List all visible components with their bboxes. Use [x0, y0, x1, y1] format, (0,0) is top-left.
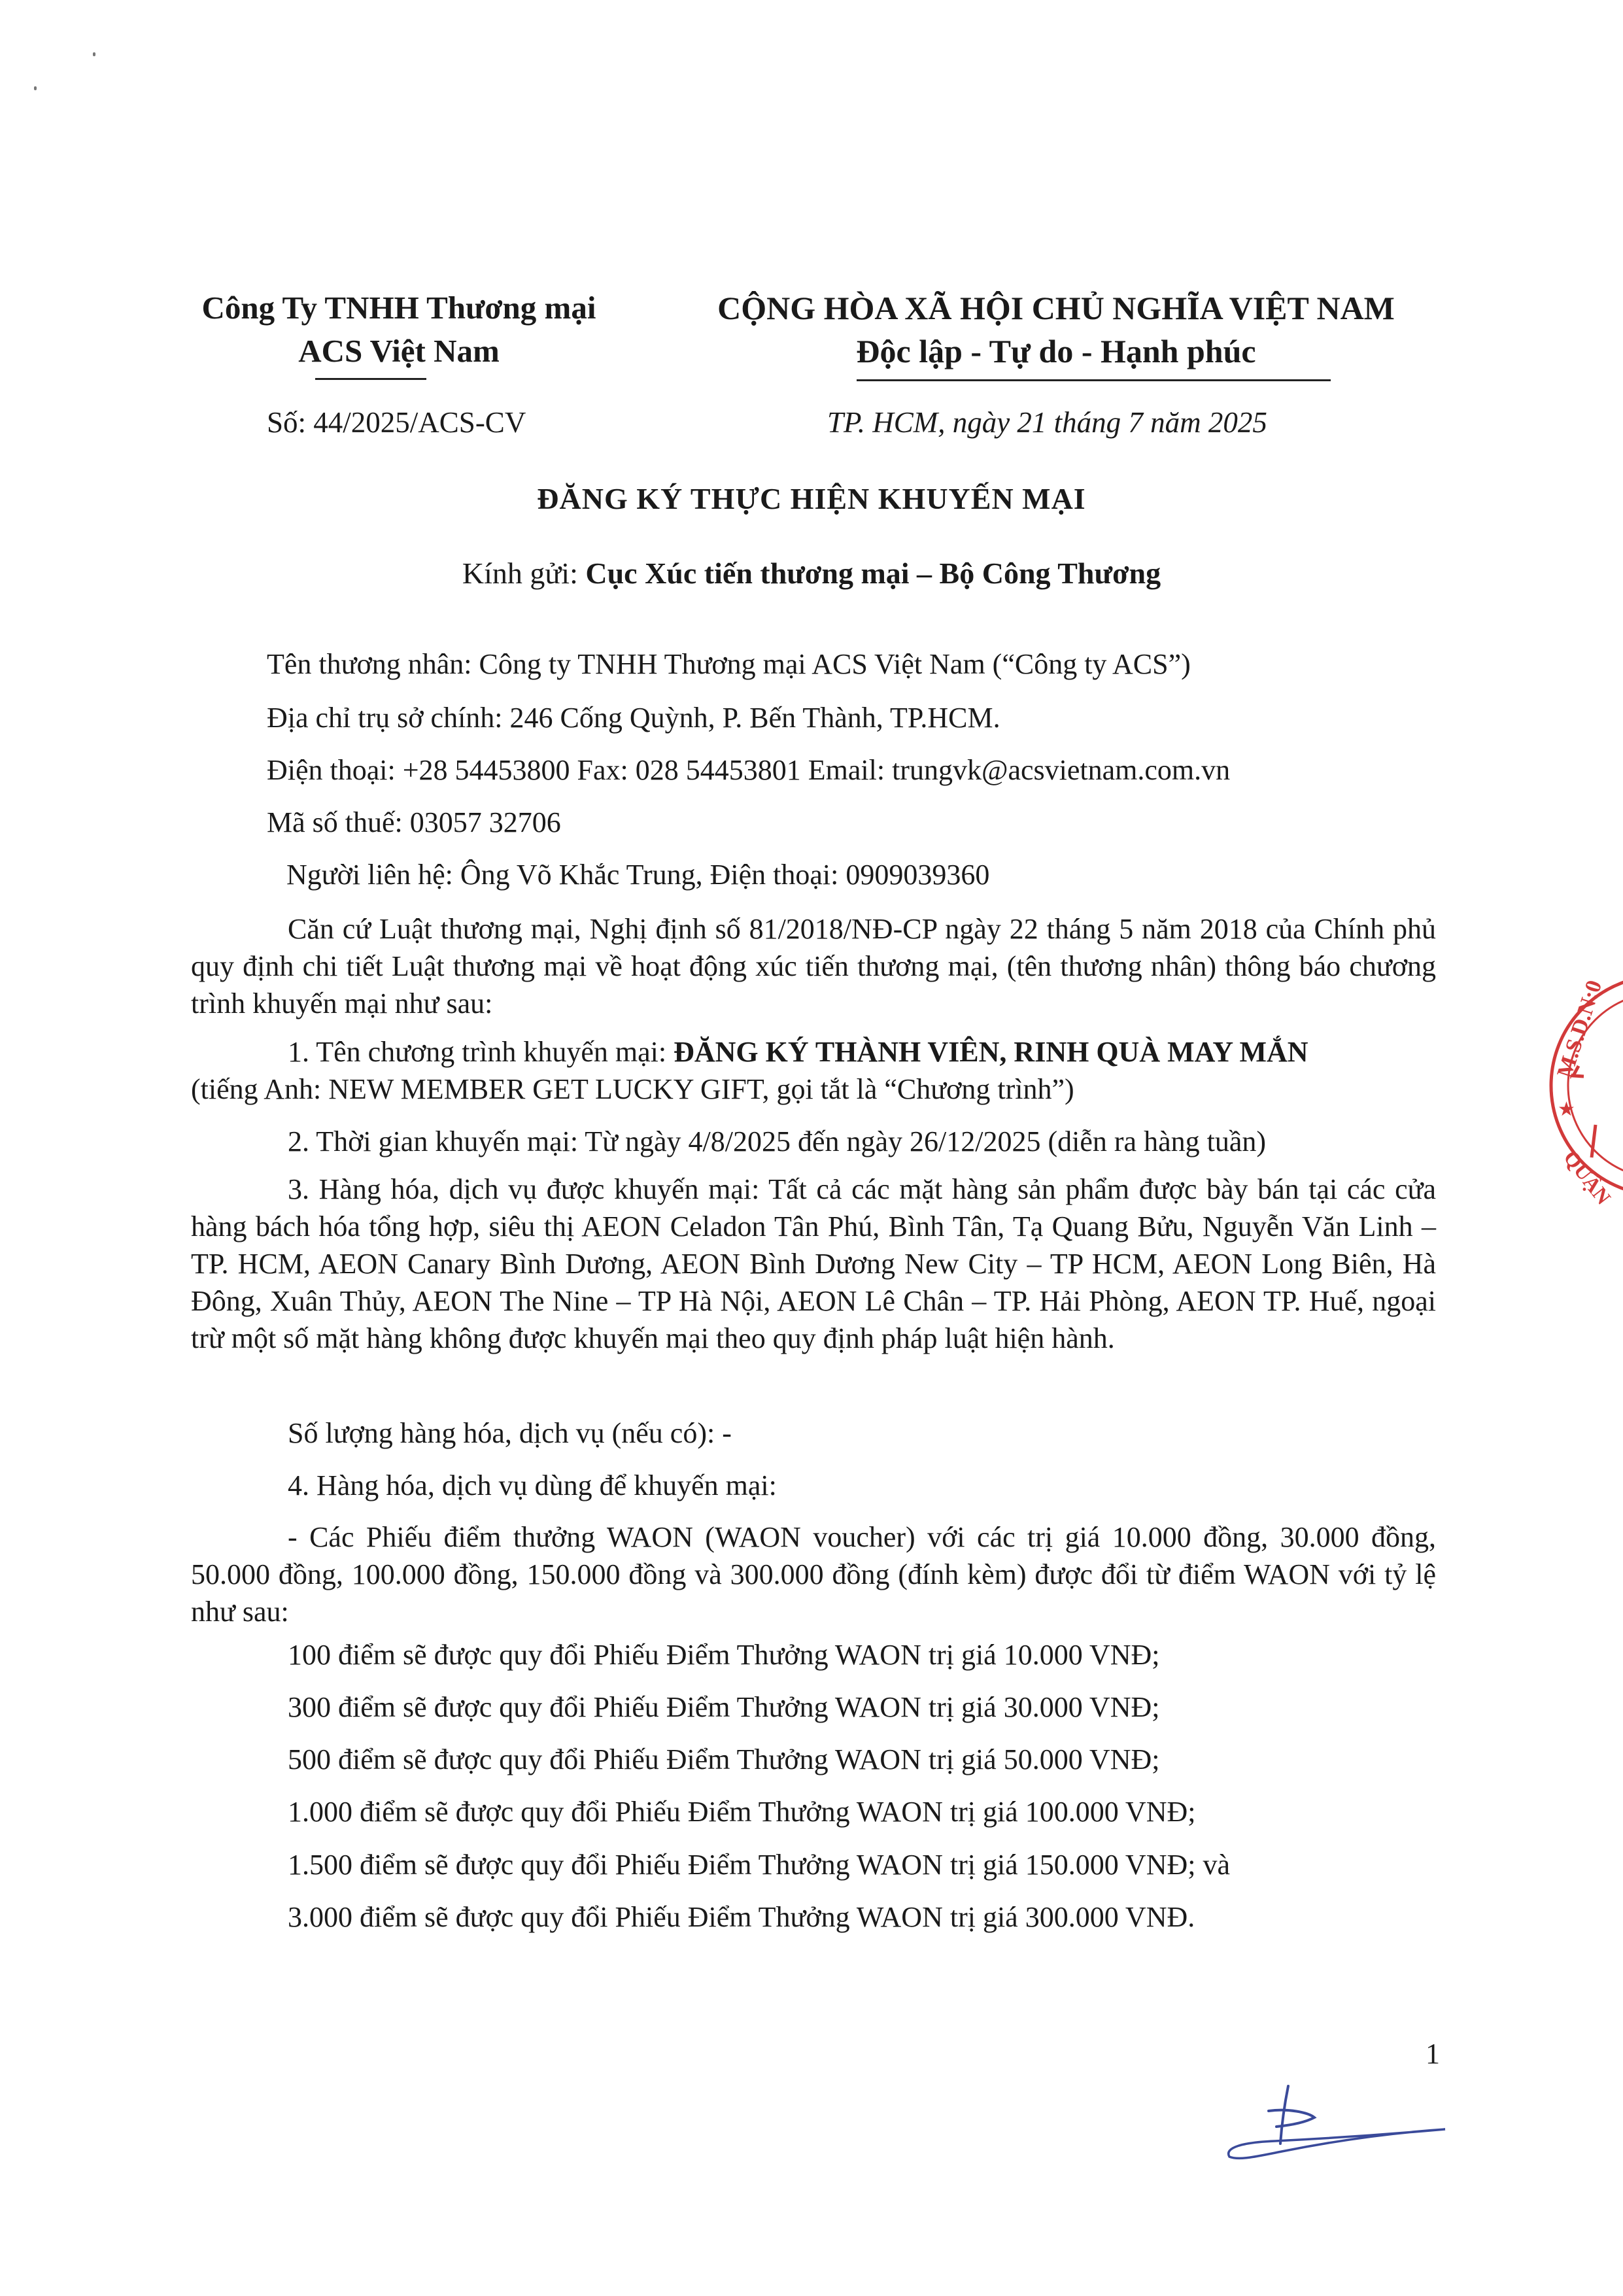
recipient-prefix: Kính gửi:: [462, 557, 586, 590]
promotion-goods-heading: 4. Hàng hóa, dịch vụ dùng để khuyến mại:: [288, 1469, 777, 1501]
company-name-line2: ACS Việt Nam: [298, 333, 500, 369]
company-header: [163, 286, 634, 373]
program-name-paragraph: [191, 1033, 1436, 1108]
merchant-tax-code: Mã số thuế: 03057 32706: [267, 806, 561, 838]
recipient-name: Cục Xúc tiến thương mại – Bộ Công Thương: [585, 557, 1161, 590]
company-stamp: [1524, 961, 1623, 1210]
scan-speck: [93, 52, 95, 56]
signature: [1216, 2080, 1452, 2171]
merchant-phone: Điện thoại: +28 54453800 Fax: 028 54453801 Email: trungvk@acsvietnam.com.vn: [267, 754, 1231, 786]
document-date: TP. HCM, ngày 21 tháng 7 năm 2025: [827, 406, 1267, 439]
program-name-prefix: 1. Tên chương trình khuyến mại:: [288, 1036, 674, 1068]
legal-basis-paragraph: Căn cứ Luật thương mại, Nghị định số 81/2018/NĐ-CP ngày 22 tháng 5 năm 2018 của Chính phủ quy định chi tiết Luật thương mại về hoạt động xúc tiến thương mại, (tên thương nhân) thông báo chương trình khuyến mại như sau:: [191, 913, 1436, 1019]
svg-text:QUẬN: QUẬN: [1559, 1146, 1616, 1209]
exchange-rate-item: 100 điểm sẽ được quy đổi Phiếu Điểm Thưởng WAON trị giá 10.000 VNĐ;: [288, 1639, 1160, 1671]
exchange-rate-item: 500 điểm sẽ được quy đổi Phiếu Điểm Thưởng WAON trị giá 50.000 VNĐ;: [288, 1743, 1160, 1775]
nation-name: CỘNG HÒA XÃ HỘI CHỦ NGHĨA VIỆT NAM: [717, 290, 1395, 326]
nation-header: [680, 286, 1432, 373]
motto-underline: [857, 379, 1331, 381]
exchange-rate-item: 1.500 điểm sẽ được quy đổi Phiếu Điểm Thưởng WAON trị giá 150.000 VNĐ; và: [288, 1849, 1230, 1881]
svg-text:M.S.D.N:0: M.S.D.N:0: [1552, 977, 1607, 1081]
exchange-rate-item: 3.000 điểm sẽ được quy đổi Phiếu Điểm Thưởng WAON trị giá 300.000 VNĐ.: [288, 1901, 1195, 1933]
document-title: ĐĂNG KÝ THỰC HIỆN KHUYẾN MẠI: [537, 482, 1086, 515]
merchant-contact: Người liên hệ: Ông Võ Khắc Trung, Điện thoại: 0909039360: [286, 859, 990, 891]
goods-quantity: Số lượng hàng hóa, dịch vụ (nếu có): -: [288, 1417, 732, 1449]
document-number: Số: 44/2025/ACS-CV: [267, 406, 526, 439]
merchant-name: Tên thương nhân: Công ty TNHH Thương mại ACS Việt Nam (“Công ty ACS”): [267, 648, 1191, 680]
recipient-line: [0, 556, 1623, 591]
company-name-line1: Công Ty TNHH Thương mại: [201, 290, 596, 326]
exchange-rate-item: 300 điểm sẽ được quy đổi Phiếu Điểm Thưởng WAON trị giá 30.000 VNĐ;: [288, 1691, 1160, 1723]
promoted-goods-paragraph: 3. Hàng hóa, dịch vụ được khuyến mại: Tất cả các mặt hàng sản phẩm được bày bán tại các cửa hàng bách hóa tổng hợp, siêu thị AEON Celadon Tân Phú, Bình Tân, Tạ Quang Bửu, Nguyễn Văn Linh – TP. HCM, AEON Canary Bình Dương, AEON Bình Dương New City – TP HCM, AEON Long Biên, Hà Đông, Xuân Thủy, AEON The Nine – TP Hà Nội, AEON Lê Chân – TP. Hải Phòng, AEON TP. Huế, ngoại trừ một số mặt hàng không được khuyến mại theo quy định pháp luật hiện hành.: [191, 1173, 1436, 1354]
svg-text:★: ★: [1558, 1098, 1575, 1121]
page-number: 1: [1426, 2038, 1440, 2070]
merchant-address: Địa chỉ trụ sở chính: 246 Cống Quỳnh, P. Bến Thành, TP.HCM.: [267, 702, 1000, 734]
voucher-paragraph: - Các Phiếu điểm thưởng WAON (WAON voucher) với các trị giá 10.000 đồng, 30.000 đồng, 50.000 đồng, 100.000 đồng, 150.000 đồng và 300.000 đồng (đính kèm) được đổi từ điểm WAON với tỷ lệ như sau:: [191, 1521, 1436, 1628]
program-name: ĐĂNG KÝ THÀNH VIÊN, RINH QUÀ MAY MẮN: [674, 1036, 1308, 1068]
exchange-rate-item: 1.000 điểm sẽ được quy đổi Phiếu Điểm Thưởng WAON trị giá 100.000 VNĐ;: [288, 1796, 1196, 1828]
company-underline: [315, 378, 426, 380]
program-name-english: (tiếng Anh: NEW MEMBER GET LUCKY GIFT, gọi tắt là “Chương trình”): [191, 1073, 1074, 1105]
scan-speck: [34, 86, 37, 90]
promotion-period: 2. Thời gian khuyến mại: Từ ngày 4/8/2025 đến ngày 26/12/2025 (diễn ra hàng tuần): [288, 1125, 1266, 1157]
nation-motto: Độc lập - Tự do - Hạnh phúc: [856, 333, 1256, 369]
